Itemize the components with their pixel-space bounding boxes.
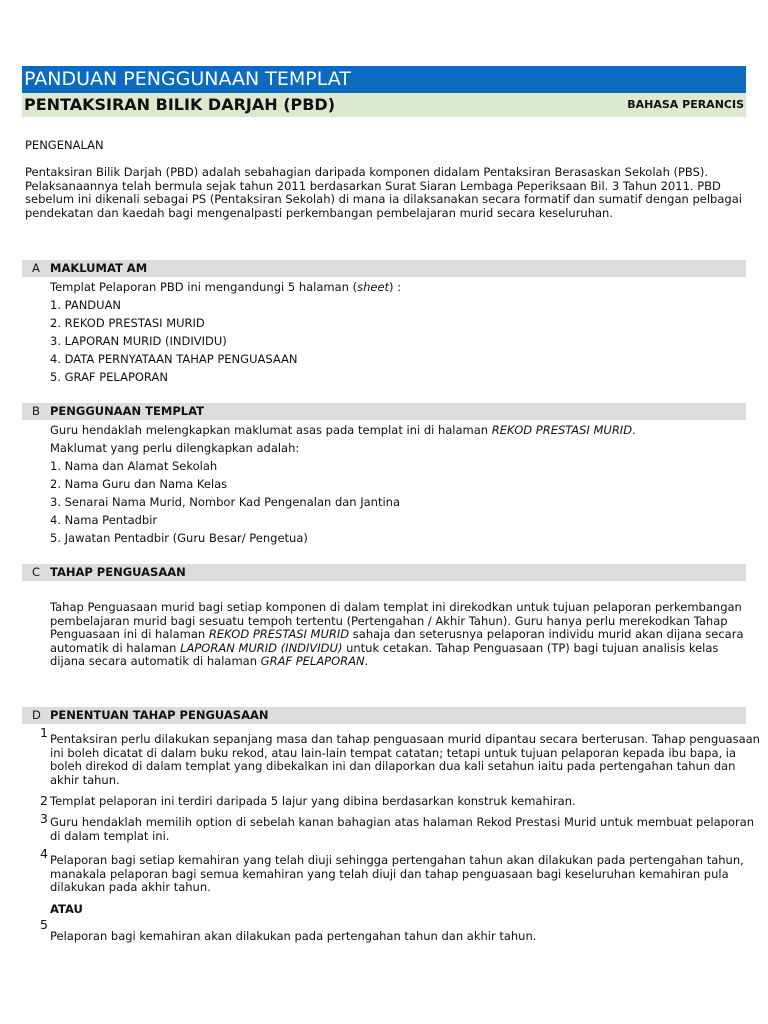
section-d-item-2 (50, 795, 576, 809)
list-item: 3. LAPORAN MURID (INDIVIDU) (50, 334, 227, 348)
paragraph-line: pembelajaran murid bagi sesuatu tempoh tertentu (Pertengahan / Akhir Tahun). Guru hanya perlu merekodkan Tahap (50, 613, 728, 628)
text-span-italic: GRAF PELAPORAN (260, 654, 365, 668)
paragraph-line: Guru hendaklah memilih option di sebelah kanan bahagian atas halaman Rekod Prestasi Murid untuk membuat pelaporan (50, 815, 755, 829)
paragraph-line: Pentaksiran perlu dilakukan sepanjang masa dan tahap penguasaan murid dipantau secara berterusan. Tahap penguasaan (50, 732, 760, 746)
section-title: PENGGUNAAN TEMPLAT (50, 404, 204, 418)
page-subtitle: PENTAKSIRAN BILIK DARJAH (PBD) (24, 95, 336, 114)
section-b-header (22, 403, 746, 420)
text-span: automatik di halaman (50, 640, 181, 655)
list-item: 5. Jawatan Pentadbir (Guru Besar/ Pengetua) (50, 531, 308, 545)
text-span: . (364, 654, 369, 668)
section-d-item-1 (50, 733, 760, 787)
text-span-italic: LAPORAN MURID (INDIVIDU) (180, 640, 343, 655)
section-d-item-3 (50, 816, 754, 843)
text-span: untuk cetakan. Tahap Penguasaan (TP) bagi tujuan analisis kelas (342, 640, 719, 655)
section-c-header (22, 564, 746, 581)
paragraph-line: dilakukan pada akhir tahun. (50, 880, 211, 894)
section-title: TAHAP PENGUASAAN (50, 565, 186, 579)
list-item: 3. Senarai Nama Murid, Nombor Kad Pengenalan dan Jantina (50, 495, 401, 509)
section-d-item-5 (50, 930, 536, 944)
page-title: PANDUAN PENGGUNAAN TEMPLAT (22, 66, 746, 93)
list-item: 1. PANDUAN (50, 298, 122, 312)
list-item: 5. GRAF PELAPORAN (50, 370, 168, 384)
intro-line: Pelaksanaannya telah bermula sejak tahun 2011 berdasarkan Surat Siaran Lembaga Peperiksaan Bil. 3 Tahun 2011. PBD (25, 178, 721, 193)
intro-line: sebelum ini dikenali sebagai PS (Pentaksiran Sekolah) di mana ia dilaksanakan secara formatif dan sumatif dengan pelbagai (25, 192, 742, 206)
paragraph-line (50, 655, 744, 669)
paragraph-line (50, 642, 744, 656)
text-span: . (632, 423, 636, 437)
paragraph-line: Tahap Penguasaan murid bagi setiap komponen di dalam templat ini direkodkan untuk tujuan pelaporan perkembangan (50, 600, 742, 614)
paragraph-line: di dalam templat ini. (50, 828, 170, 843)
section-a-header (22, 260, 746, 277)
paragraph-line: ini boleh dicatat di dalam buku rekod, atau lain-lain tempat catatan; tetapi untuk tujuan pelaporan kepada ibu bapa, ia (50, 745, 737, 760)
text-span: ) : (389, 280, 402, 294)
item-number: 3 (40, 811, 48, 826)
list-item: 2. REKOD PRESTASI MURID (50, 316, 205, 330)
paragraph-line (50, 628, 744, 642)
section-letter: A (32, 261, 40, 275)
paragraph-line: Pelaporan bagi setiap kemahiran yang telah diuji sehingga pertengahan tahun akan dilakukan pada pertengahan tahun, (50, 853, 744, 867)
item-number: 4 (40, 846, 48, 861)
paragraph-line: manakala pelaporan bagi semua kemahiran yang telah diuji dan tahap penguasaan bagi keseluruhan kemahiran pula (50, 866, 729, 881)
subtitle-bar (22, 93, 746, 117)
paragraph-line: boleh direkod di dalam templat yang dibekalkan ini dan dilaporkan dua kali setahun iaitu pada pertengahan tahun dan (50, 759, 736, 773)
section-c-paragraph (50, 601, 744, 669)
paragraph-line: Templat pelaporan ini terdiri daripada 5 lajur yang dibina berdasarkan konstruk kemahiran. (50, 794, 576, 808)
section-title: MAKLUMAT AM (50, 261, 148, 275)
list-item: 2. Nama Guru dan Nama Kelas (50, 477, 228, 491)
intro-heading: PENGENALAN (25, 138, 104, 152)
item-number: 5 (40, 917, 48, 932)
text-span-italic: sheet (357, 280, 390, 294)
section-letter: D (32, 708, 41, 722)
text-span-italic: REKOD PRESTASI MURID (491, 423, 633, 437)
section-title: PENENTUAN TAHAP PENGUASAAN (50, 708, 269, 722)
language-label: BAHASA PERANCIS (627, 98, 744, 111)
section-letter: C (32, 565, 41, 579)
text-span: sahaja dan seterusnya pelaporan individu murid akan dijana secara (349, 627, 744, 641)
intro-paragraph (25, 166, 742, 220)
text-span: Guru hendaklah melengkapkan maklumat asas pada templat ini di halaman (50, 423, 492, 437)
atau-label: ATAU (50, 902, 83, 916)
paragraph-line: akhir tahun. (50, 772, 120, 787)
section-letter: B (32, 404, 40, 418)
list-item: 1. Nama dan Alamat Sekolah (50, 459, 218, 473)
section-d-item-4 (50, 854, 744, 895)
list-item: 4. DATA PERNYATAAN TAHAP PENGUASAAN (50, 352, 298, 366)
text-span: dijana secara automatik di halaman (50, 654, 261, 668)
text-span: Templat Pelaporan PBD ini mengandungi 5 halaman ( (50, 280, 358, 294)
text-span: Penguasaan ini di halaman (50, 627, 209, 641)
section-b-line: Maklumat yang perlu dilengkapkan adalah: (50, 441, 300, 455)
intro-line: Pentaksiran Bilik Darjah (PBD) adalah sebahagian daripada komponen didalam Pentaksiran Berasaskan Sekolah (PBS). (25, 165, 709, 179)
item-number: 1 (40, 725, 48, 740)
section-d-header (22, 707, 746, 724)
text-span-italic: REKOD PRESTASI MURID (208, 627, 350, 641)
section-b-line (50, 423, 636, 437)
section-a-intro (50, 280, 401, 294)
list-item: 4. Nama Pentadbir (50, 513, 158, 527)
paragraph-line: Pelaporan bagi kemahiran akan dilakukan pada pertengahan tahun dan akhir tahun. (50, 929, 537, 943)
item-number: 2 (40, 793, 48, 808)
intro-line: pendekatan dan kaedah bagi mengenalpasti perkembangan pembelajaran murid secara keseluruhan. (25, 205, 613, 220)
